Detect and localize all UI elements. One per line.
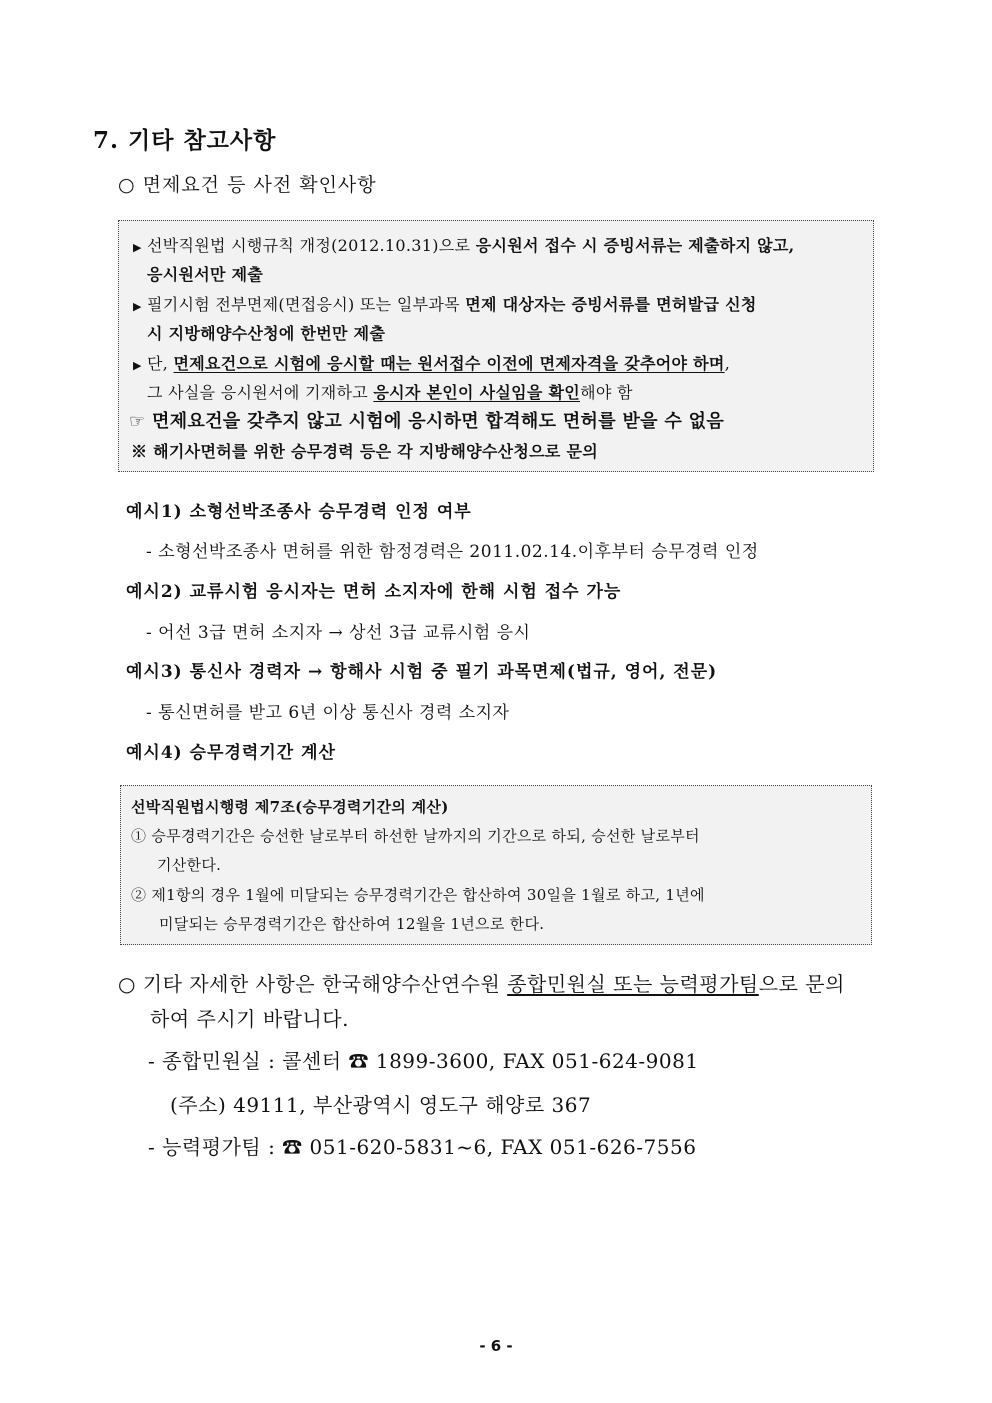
exemption-notice-box <box>118 220 874 472</box>
decree-item: ① 승무경력기간은 승선한 날로부터 하선한 날까지의 기간으로 하되, 승선한 날로부터 <box>131 827 700 845</box>
example-3-detail: - 통신면허를 받고 6년 이상 통신사 경력 소지자 <box>146 703 510 723</box>
notice-line: 그 사실을 응시원서에 기재하고 응시자 본인이 사실임을 확인해야 함 <box>147 383 633 402</box>
contact-line: - 능력평가팀 : ☎ 051-620-5831~6, FAX 051-626-7556 <box>148 1135 697 1159</box>
notice-line: 응시원서만 제출 <box>147 265 264 284</box>
decree-item: ② 제1항의 경우 1월에 미달되는 승무경력기간은 합산하여 30일을 1월로 하고, 1년에 <box>131 886 705 904</box>
notice-line: 시 지방해양수산청에 한번만 제출 <box>147 324 386 343</box>
page-number: - 6 - <box>479 1337 513 1355</box>
example-2-heading: 예시2) 교류시험 응시자는 면허 소지자에 한해 시험 접수 가능 <box>126 582 622 602</box>
example-3-heading: 예시3) 통신사 경력자 → 항해사 시험 중 필기 과목면제(법규, 영어, 전문) <box>126 662 718 682</box>
subsection-heading: ○ 면제요건 등 사전 확인사항 <box>118 174 377 196</box>
contact-intro: ○ 기타 자세한 사항은 한국해양수산연수원 종합민원실 또는 능력평가팀으로 문의 <box>118 972 845 996</box>
decree-box <box>120 785 872 945</box>
decree-item: 기산한다. <box>157 856 222 874</box>
example-1-heading: 예시1) 소형선박조종사 승무경력 인정 여부 <box>126 502 472 522</box>
decree-title: 선박직원법시행령 제7조(승무경력기간의 계산) <box>131 798 449 816</box>
contact-intro-cont: 하여 주시기 바랍니다. <box>150 1007 349 1031</box>
notice-line: ▶ 필기시험 전부면제(면접응시) 또는 일부과목 면제 대상자는 증빙서류를 면허발급 신청 <box>133 295 757 314</box>
decree-item: 미달되는 승무경력기간은 합산하여 12월을 1년으로 한다. <box>159 915 545 933</box>
notice-line: ▶ 선박직원법 시행규칙 개정(2012.10.31)으로 응시원서 접수 시 증빙서류는 제출하지 않고, <box>133 236 795 255</box>
notice-line: ▶ 단, 면제요건으로 시험에 응시할 때는 원서접수 이전에 면제자격을 갖추어야 하며, <box>133 354 731 373</box>
note-line: ※ 해기사면허를 위한 승무경력 등은 각 지방해양수산청으로 문의 <box>131 442 599 461</box>
triangle-bullet-icon: ▶ <box>133 241 142 254</box>
triangle-bullet-icon: ▶ <box>133 359 142 372</box>
example-4-heading: 예시4) 승무경력기간 계산 <box>126 743 336 763</box>
triangle-bullet-icon: ▶ <box>133 300 142 313</box>
warning-line: ☞ 면제요건을 갖추지 않고 시험에 응시하면 합격해도 면허를 받을 수 없음 <box>129 411 725 432</box>
example-1-detail: - 소형선박조종사 면허를 위한 함정경력은 2011.02.14.이후부터 승무경력 인정 <box>146 542 759 562</box>
example-2-detail: - 어선 3급 면허 소지자 → 상선 3급 교류시험 응시 <box>146 623 531 643</box>
contact-address: (주소) 49111, 부산광역시 영도구 해양로 367 <box>170 1093 592 1117</box>
section-title: 7. 기타 참고사항 <box>93 127 277 154</box>
contact-line: - 종합민원실 : 콜센터 ☎ 1899-3600, FAX 051-624-9081 <box>148 1049 699 1073</box>
